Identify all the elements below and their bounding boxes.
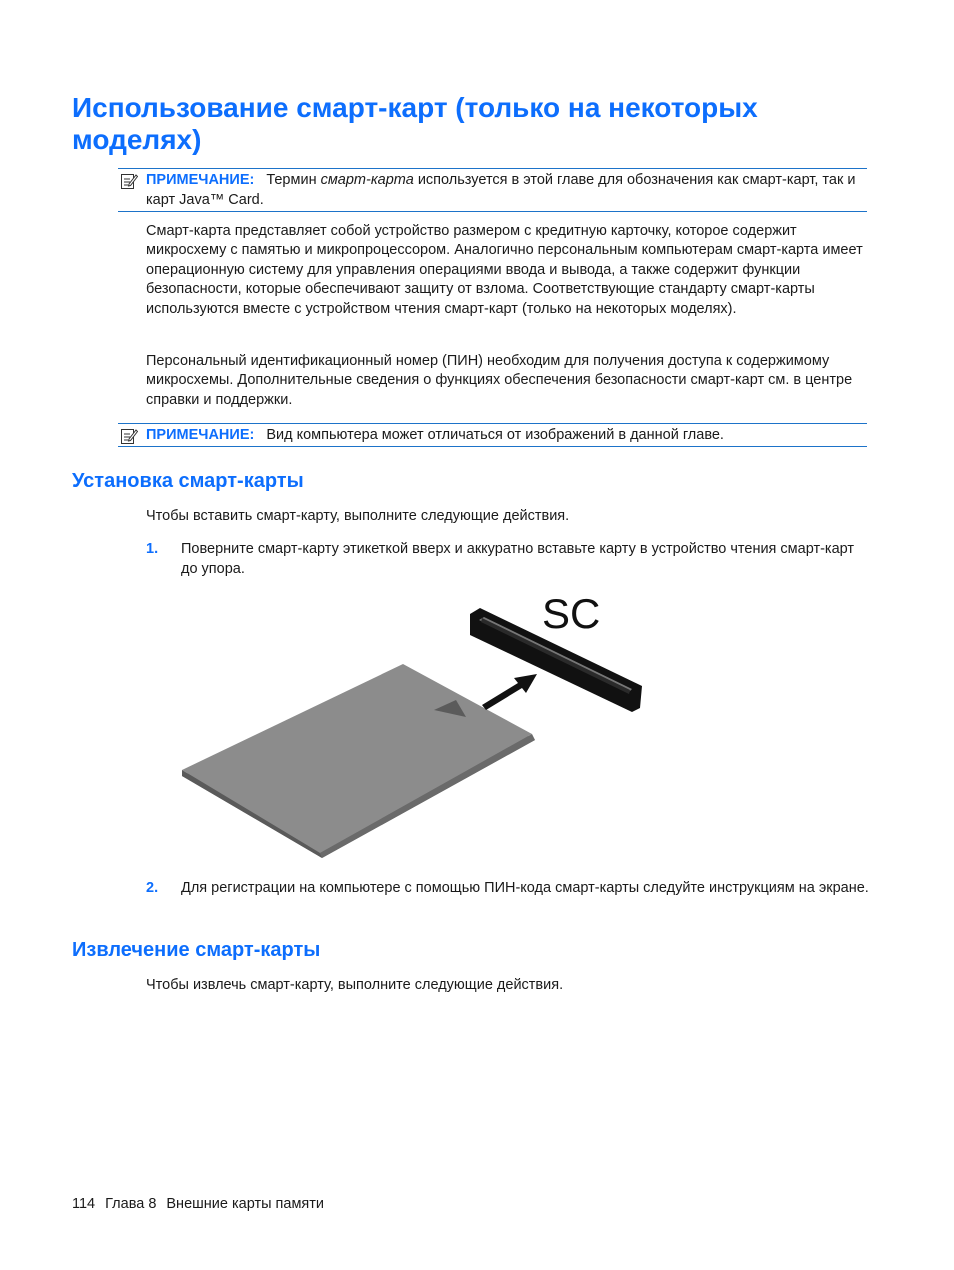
note-label: ПРИМЕЧАНИЕ: [146, 427, 255, 443]
chapter-title: Внешние карты памяти [166, 1196, 325, 1212]
section-intro-install: Чтобы вставить смарт-карту, выполните следующие действия. [146, 508, 570, 524]
smartcard-graphic [182, 664, 535, 858]
chapter-label: Глава 8 [105, 1196, 157, 1212]
smartcard-insertion-illustration [170, 588, 660, 863]
page-number: 114 [72, 1196, 96, 1212]
page-footer [72, 1194, 334, 1214]
note-icon [120, 427, 138, 445]
paragraph-smartcard-description: Смарт-карта представляет собой устройство размером с кредитную карточку, которое содержит микросхему с памятью и микропроцессором. Аналогично персональным компьютерам смарт-карта имеет операционную систему для управления операциями ввода и вывода, а также содержит функции безопасности, которые обеспечивают защиту от взлома. Соответствующие стандарту смарт-карты используются вместе с устройством чтения смарт-карт (только на некоторых моделях). [146, 223, 863, 317]
note-text-after: используется в этой главе для обозначения как смарт-карт, так и карт Java™ Card. [146, 172, 856, 208]
note-box [118, 423, 867, 447]
step-text: Для регистрации на компьютере с помощью ПИН-кода смарт-карты следуйте инструкциям на экране. [181, 880, 869, 896]
page-title: Использование смарт-карт (только на некоторых моделях) [72, 92, 758, 155]
note-text-before: Термин [266, 172, 321, 188]
note-text: Вид компьютера может отличаться от изображений в данной главе. [266, 427, 724, 443]
note-label: ПРИМЕЧАНИЕ: [146, 172, 255, 188]
sc-label: SC [542, 590, 601, 637]
paragraph-pin: Персональный идентификационный номер (ПИН) необходим для получения доступа к содержимому микросхемы. Дополнительные сведения о функциях обеспечения безопасности смарт-карт см. в центре справки и поддержки. [146, 353, 853, 408]
step-number: 2. [146, 880, 159, 896]
step-number: 1. [146, 541, 159, 557]
section-intro-remove: Чтобы извлечь смарт-карту, выполните следующие действия. [146, 977, 564, 993]
step-text: Поверните смарт-карту этикеткой вверх и аккуратно вставьте карту в устройство чтения смарт-карт до упора. [181, 541, 855, 577]
note-term: смарт-карта [320, 172, 414, 188]
insert-arrow-icon [482, 674, 537, 710]
note-box [118, 168, 867, 212]
section-heading-remove: Извлечение смарт-карты [72, 939, 321, 961]
section-heading-install: Установка смарт-карты [72, 470, 304, 492]
note-icon [120, 172, 138, 190]
